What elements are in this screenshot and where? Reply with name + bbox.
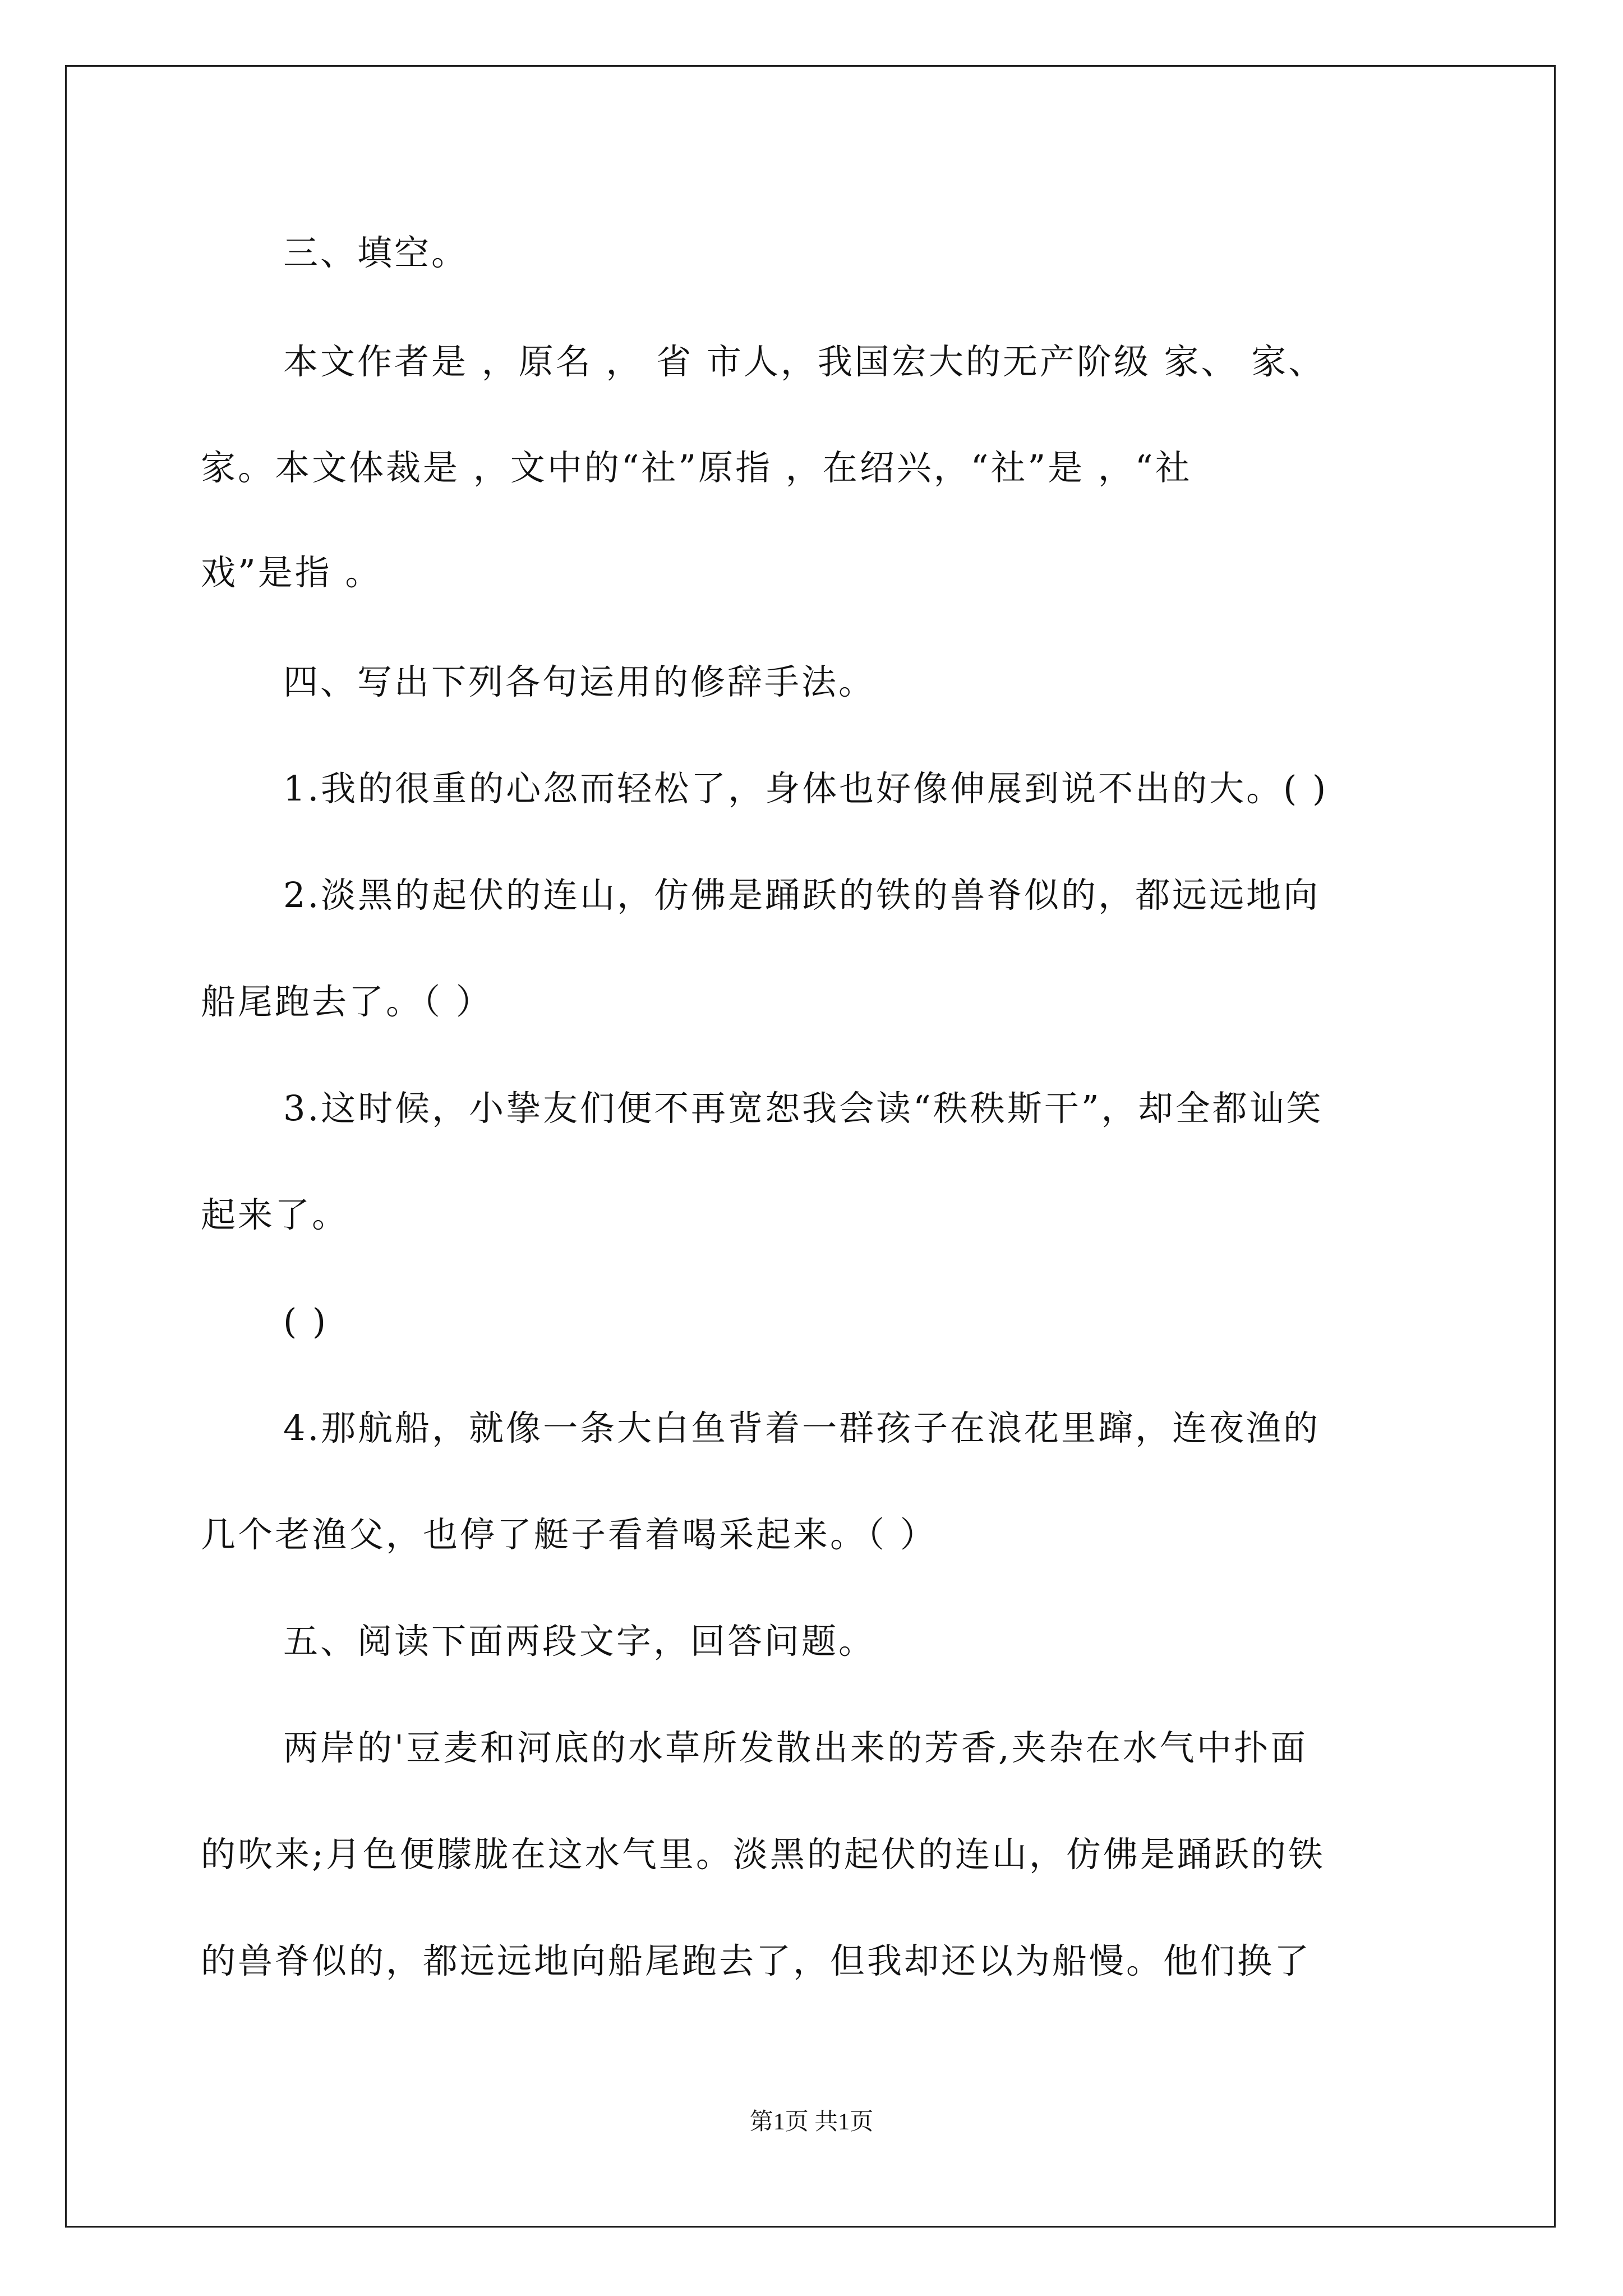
question-3-continued: 起来了。 bbox=[201, 1194, 349, 1235]
question-4: 4.那航船，就像一条大白鱼背着一群孩子在浪花里蹿，连夜渔的 bbox=[283, 1407, 1321, 1448]
question-4-continued: 几个老渔父，也停了艇子看着喝采起来。（ ） bbox=[201, 1514, 937, 1555]
reading-passage-line: 两岸的'豆麦和河底的水草所发散出来的芳香,夹杂在水气中扑面 bbox=[283, 1727, 1308, 1768]
paragraph-line: 本文作者是 ，原名 ， 省 市人，我国宏大的无产阶级 家、 家、 bbox=[283, 341, 1326, 382]
paragraph-line: 戏”是指 。 bbox=[201, 552, 382, 593]
section-heading-5: 五、阅读下面两段文字，回答问题。 bbox=[283, 1621, 876, 1662]
reading-passage-line: 的吹来;月色便朦胧在这水气里。淡黑的起伏的连山，仿佛是踊跃的铁 bbox=[201, 1834, 1325, 1875]
reading-passage-line: 的兽脊似的，都远远地向船尾跑去了，但我却还以为船慢。他们换了 bbox=[201, 1940, 1312, 1981]
question-1: 1.我的很重的心忽而轻松了，身体也好像伸展到说不出的大。( ) bbox=[283, 768, 1329, 809]
page-border bbox=[65, 65, 1556, 2228]
question-2-continued: 船尾跑去了。（ ） bbox=[201, 981, 493, 1022]
section-heading-3: 三、填空。 bbox=[283, 232, 469, 273]
question-3: 3.这时候，小挚友们便不再宽恕我会读“秩秩斯干”，却全都讪笑 bbox=[283, 1088, 1324, 1129]
paragraph-line: 家。本文体裁是 ，文中的“社”原指 ，在绍兴，“社”是 ，“社 bbox=[201, 447, 1192, 488]
section-heading-4: 四、写出下列各句运用的修辞手法。 bbox=[283, 661, 876, 702]
question-2: 2.淡黑的起伏的连山，仿佛是踊跃的铁的兽脊似的，都远远地向 bbox=[283, 875, 1321, 915]
page-footer: 第1页 共1页 bbox=[749, 2109, 874, 2135]
question-3-answer-blank: ( ) bbox=[283, 1301, 329, 1342]
